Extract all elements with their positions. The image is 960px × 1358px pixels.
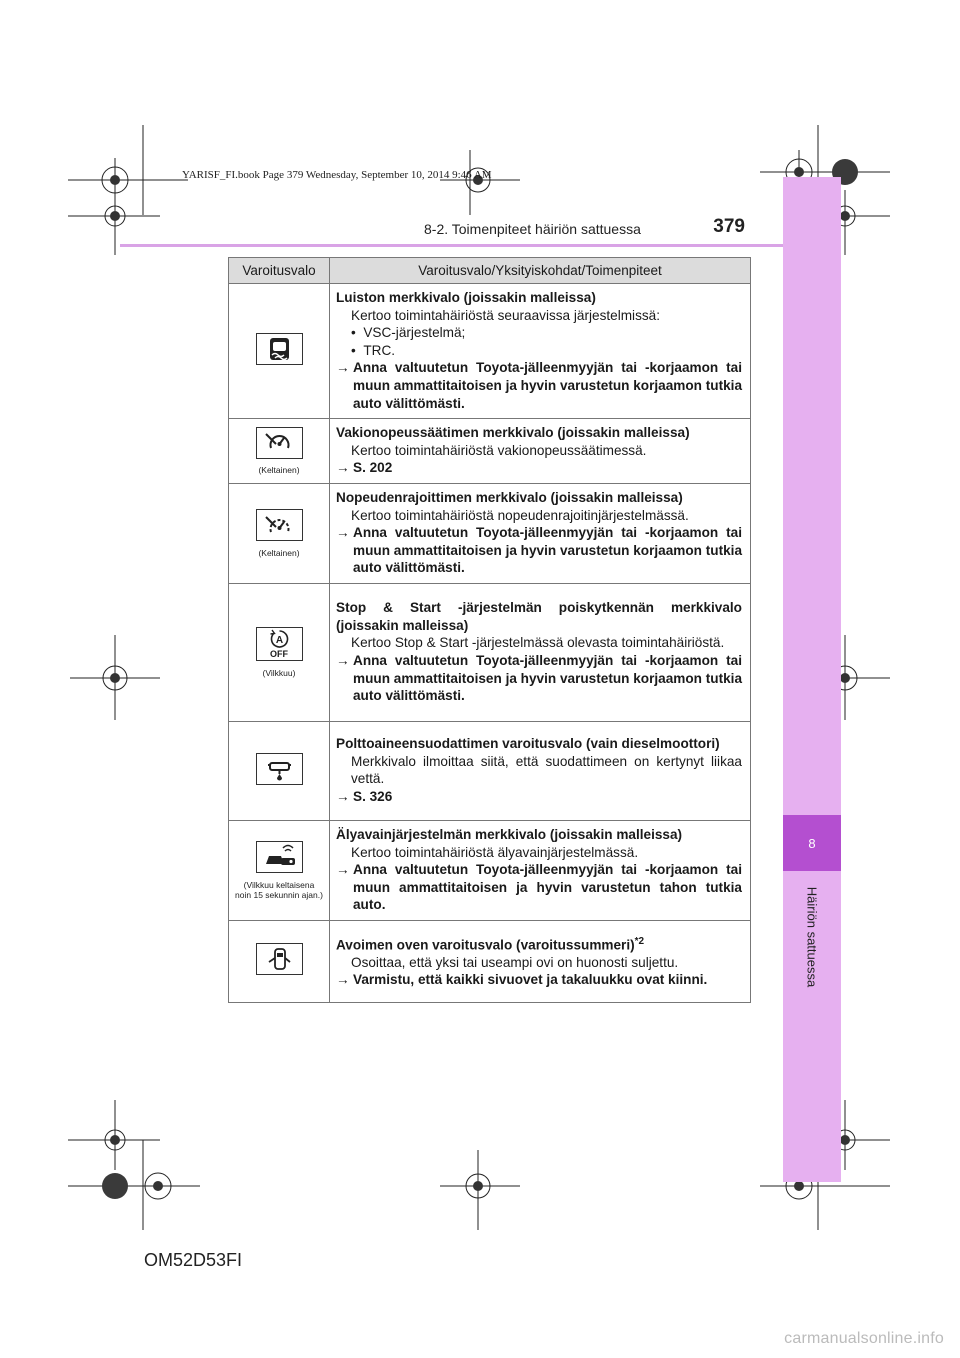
table-row [229,284,751,419]
document-code: OM52D53FI [144,1250,243,1270]
cruise-control-icon [256,427,303,459]
slip-indicator-icon [256,333,303,365]
row-action: → Anna valtuutetun Toyota-jälleenmyyjän tai -korjaamon tai muun ammattitaitoisen ja hyvin varustetun korjaamon tutkia auto välittömästi. [336,360,743,411]
open-door-icon [256,943,303,975]
icon-caption: (Keltainen) [258,465,300,476]
icon-caption: (Vilkkuu) [262,667,296,678]
header-rule [120,244,783,247]
table-row [229,583,751,721]
row-title: Avoimen oven varoitusvalo (varoitussummeri)$^{*2}$ [336,935,645,953]
icon-caption: (Keltainen) [258,547,300,558]
table-row [229,721,751,820]
description-cell [330,419,751,484]
description-cell [330,284,751,419]
icon-cell [229,920,330,1002]
watermark: carmanualsonline.info [784,1330,944,1347]
column-header-details: Varoitusvalo/Yksityiskohdat/Toimenpiteet [330,258,751,284]
page-number: 379 [713,216,745,237]
icon-cell [229,583,330,721]
row-action: → Anna valtuutetun Toyota-jälleenmyyjän tai -korjaamon tai muun ammattitaitoisen ja hyvin varustetun korjaamon tutkia auto välittömästi. [336,525,743,576]
list-item: • TRC. [351,342,396,358]
column-header-light: Varoitusvalo [229,258,330,284]
book-info: YARISF_FI.book Page 379 Wednesday, September 10, 2014 9:46 AM [182,169,492,181]
description-cell [330,920,751,1002]
description-cell [330,483,751,583]
row-action: → Varmistu, että kaikki sivuovet ja takaluukku ovat kiinni. [336,972,708,988]
description-cell [330,583,751,721]
speed-limiter-icon [256,509,303,541]
chapter-sidebar [783,177,841,1182]
icon-cell [229,419,330,484]
row-text: Kertoo toimintahäiriöstä nopeudenrajoitinjärjestelmässä. [351,507,689,523]
row-action: → Anna valtuutetun Toyota-jälleenmyyjän tai -korjaamon tai muun ammattitaitoisen ja hyvin varustetun tahon tutkia auto. [336,862,742,913]
section-title: 8-2. Toimenpiteet häiriön sattuessa [424,221,641,237]
icon-label: OFF [270,649,288,660]
table-row [229,820,751,920]
row-text: Kertoo toimintahäiriöstä seuraavissa järjestelmissä: [351,307,661,323]
row-text: Merkkivalo ilmoittaa siitä, että suodattimeen on kertynyt liikaa vettä. [351,753,742,787]
row-text: Osoittaa, että yksi tai useampi ovi on huonosti suljettu. [351,954,679,970]
chapter-title: Häiriön sattuessa [804,886,820,988]
icon-cell [229,483,330,583]
fuel-filter-icon [256,753,303,785]
table-row [229,920,751,1002]
row-action: → S. 326 [336,789,393,804]
chapter-number: 8 [783,815,841,871]
row-action: → S. 202 [336,460,393,476]
description-cell [330,820,751,920]
warning-light-table [228,257,751,1003]
icon-caption: (Vilkkuu keltaisena noin 15 sekunnin ajan.) [235,879,323,900]
table-row [229,483,751,583]
icon-cell [229,721,330,820]
row-text: Kertoo Stop & Start -järjestelmässä olevasta toimintahäiriöstä. [351,635,725,651]
row-title: Luiston merkkivalo (joissakin malleissa) [336,290,596,305]
list-item: • VSC-järjestelmä; [351,325,466,341]
row-title: Älyavainjärjestelmän merkkivalo (joissakin malleissa) [336,826,683,842]
smart-key-icon [256,841,303,873]
svg-text:A: A [275,635,283,647]
stop-start-off-icon [256,627,303,661]
row-title: Stop & Start -järjestelmän poiskytkennän merkkivalo (joissakin malleissa) [336,600,742,633]
row-action: → Anna valtuutetun Toyota-jälleenmyyjän tai -korjaamon tai muun ammattitaitoisen ja hyvin varustetun korjaamon tutkia auto välittömästi. [336,652,743,704]
icon-cell [229,820,330,920]
icon-cell [229,284,330,419]
table-row [229,419,751,484]
description-cell [330,721,751,820]
row-text: Kertoo toimintahäiriöstä älyavainjärjestelmässä. [351,844,639,860]
table-header-row [229,258,751,284]
row-title: Vakionopeussäätimen merkkivalo (joissakin malleissa) [336,425,690,441]
row-title: Nopeudenrajoittimen merkkivalo (joissakin malleissa) [336,489,683,505]
row-text: Kertoo toimintahäiriöstä vakionopeussäätimessä. [351,442,647,458]
row-title: Polttoaineensuodattimen varoitusvalo (vain dieselmoottori) [336,736,720,752]
